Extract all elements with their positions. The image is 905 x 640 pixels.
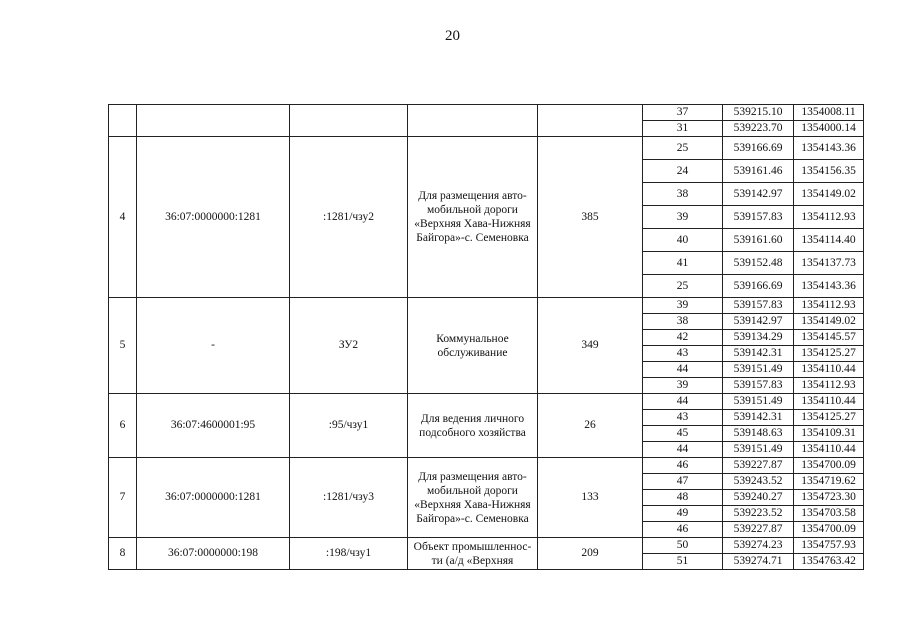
parcel-designation: ЗУ2 bbox=[290, 298, 408, 394]
coordinate-y: 1354143.36 bbox=[794, 275, 864, 298]
group-number: 8 bbox=[109, 538, 137, 570]
coordinate-y: 1354700.09 bbox=[794, 458, 864, 474]
point-number: 46 bbox=[643, 522, 723, 538]
coordinate-y: 1354114.40 bbox=[794, 229, 864, 252]
coordinate-y: 1354125.27 bbox=[794, 346, 864, 362]
coordinate-x: 539215.10 bbox=[723, 105, 794, 121]
point-number: 41 bbox=[643, 252, 723, 275]
coordinate-y: 1354000.14 bbox=[794, 121, 864, 137]
point-number: 39 bbox=[643, 206, 723, 229]
coordinate-x: 539134.29 bbox=[723, 330, 794, 346]
cadastral-number: 36:07:0000000:198 bbox=[137, 538, 290, 570]
coordinate-x: 539223.52 bbox=[723, 506, 794, 522]
permitted-use: Для ведения личного подсобного хозяйства bbox=[408, 394, 538, 458]
coordinate-x: 539142.31 bbox=[723, 346, 794, 362]
coordinate-y: 1354109.31 bbox=[794, 426, 864, 442]
cadastral-number: - bbox=[137, 298, 290, 394]
coordinate-y: 1354757.93 bbox=[794, 538, 864, 554]
coordinate-x: 539157.83 bbox=[723, 298, 794, 314]
coordinate-y: 1354143.36 bbox=[794, 137, 864, 160]
coordinate-y: 1354110.44 bbox=[794, 362, 864, 378]
coordinate-y: 1354112.93 bbox=[794, 298, 864, 314]
group-number: 5 bbox=[109, 298, 137, 394]
coordinate-x: 539243.52 bbox=[723, 474, 794, 490]
coordinate-y: 1354703.58 bbox=[794, 506, 864, 522]
table-row bbox=[109, 298, 864, 314]
parcel-designation: :1281/чзу2 bbox=[290, 137, 408, 298]
point-number: 24 bbox=[643, 160, 723, 183]
coordinate-x: 539142.97 bbox=[723, 183, 794, 206]
table-row bbox=[109, 394, 864, 410]
point-number: 44 bbox=[643, 394, 723, 410]
point-number: 43 bbox=[643, 410, 723, 426]
coordinate-x: 539240.27 bbox=[723, 490, 794, 506]
coordinate-x: 539274.71 bbox=[723, 554, 794, 570]
point-number: 45 bbox=[643, 426, 723, 442]
point-number: 48 bbox=[643, 490, 723, 506]
cadastral-number: 36:07:0000000:1281 bbox=[137, 458, 290, 538]
point-number: 51 bbox=[643, 554, 723, 570]
point-number: 39 bbox=[643, 298, 723, 314]
point-number: 39 bbox=[643, 378, 723, 394]
permitted-use: Коммунальное обслуживание bbox=[408, 298, 538, 394]
permitted-use bbox=[408, 105, 538, 137]
point-number: 25 bbox=[643, 275, 723, 298]
coordinates-table bbox=[108, 104, 864, 570]
coordinate-y: 1354723.30 bbox=[794, 490, 864, 506]
point-number: 44 bbox=[643, 442, 723, 458]
point-number: 46 bbox=[643, 458, 723, 474]
point-number: 40 bbox=[643, 229, 723, 252]
area-value: 349 bbox=[538, 298, 643, 394]
parcel-designation: :198/чзу1 bbox=[290, 538, 408, 570]
point-number: 47 bbox=[643, 474, 723, 490]
cadastral-number bbox=[137, 105, 290, 137]
area-value bbox=[538, 105, 643, 137]
coordinate-y: 1354112.93 bbox=[794, 378, 864, 394]
coordinate-x: 539227.87 bbox=[723, 522, 794, 538]
permitted-use: Для размещения авто-мобильной дороги «Верхняя Хава-Нижняя Байгора»-с. Семеновка bbox=[408, 137, 538, 298]
coordinate-x: 539166.69 bbox=[723, 275, 794, 298]
coordinate-x: 539142.31 bbox=[723, 410, 794, 426]
coordinate-y: 1354110.44 bbox=[794, 394, 864, 410]
parcel-designation bbox=[290, 105, 408, 137]
coordinate-x: 539161.60 bbox=[723, 229, 794, 252]
coordinate-y: 1354137.73 bbox=[794, 252, 864, 275]
cadastral-number: 36:07:4600001:95 bbox=[137, 394, 290, 458]
coordinate-y: 1354145.57 bbox=[794, 330, 864, 346]
area-value: 385 bbox=[538, 137, 643, 298]
page-number: 20 bbox=[445, 28, 460, 44]
table-row bbox=[109, 105, 864, 121]
point-number: 43 bbox=[643, 346, 723, 362]
coordinate-x: 539161.46 bbox=[723, 160, 794, 183]
coordinate-x: 539151.49 bbox=[723, 394, 794, 410]
table-row bbox=[109, 538, 864, 554]
coordinate-x: 539148.63 bbox=[723, 426, 794, 442]
parcel-designation: :95/чзу1 bbox=[290, 394, 408, 458]
group-number: 4 bbox=[109, 137, 137, 298]
coordinate-y: 1354156.35 bbox=[794, 160, 864, 183]
point-number: 37 bbox=[643, 105, 723, 121]
group-number bbox=[109, 105, 137, 137]
point-number: 38 bbox=[643, 314, 723, 330]
coordinate-x: 539227.87 bbox=[723, 458, 794, 474]
point-number: 38 bbox=[643, 183, 723, 206]
area-value: 26 bbox=[538, 394, 643, 458]
coordinate-x: 539223.70 bbox=[723, 121, 794, 137]
coordinate-x: 539152.48 bbox=[723, 252, 794, 275]
point-number: 49 bbox=[643, 506, 723, 522]
coordinate-x: 539151.49 bbox=[723, 362, 794, 378]
group-number: 7 bbox=[109, 458, 137, 538]
table-row bbox=[109, 458, 864, 474]
coordinate-y: 1354719.62 bbox=[794, 474, 864, 490]
coordinate-x: 539157.83 bbox=[723, 378, 794, 394]
group-number: 6 bbox=[109, 394, 137, 458]
point-number: 44 bbox=[643, 362, 723, 378]
coordinate-y: 1354763.42 bbox=[794, 554, 864, 570]
permitted-use: Для размещения авто-мобильной дороги «Верхняя Хава-Нижняя Байгора»-с. Семеновка bbox=[408, 458, 538, 538]
table-row bbox=[109, 137, 864, 160]
coordinate-y: 1354112.93 bbox=[794, 206, 864, 229]
permitted-use: Объект промышленнос-ти (а/д «Верхняя bbox=[408, 538, 538, 570]
coordinate-x: 539166.69 bbox=[723, 137, 794, 160]
point-number: 25 bbox=[643, 137, 723, 160]
coordinate-y: 1354149.02 bbox=[794, 183, 864, 206]
coordinate-x: 539142.97 bbox=[723, 314, 794, 330]
coordinate-y: 1354110.44 bbox=[794, 442, 864, 458]
area-value: 209 bbox=[538, 538, 643, 570]
coordinate-y: 1354008.11 bbox=[794, 105, 864, 121]
coordinate-x: 539151.49 bbox=[723, 442, 794, 458]
point-number: 31 bbox=[643, 121, 723, 137]
area-value: 133 bbox=[538, 458, 643, 538]
cadastral-number: 36:07:0000000:1281 bbox=[137, 137, 290, 298]
point-number: 42 bbox=[643, 330, 723, 346]
coordinate-x: 539274.23 bbox=[723, 538, 794, 554]
parcel-designation: :1281/чзу3 bbox=[290, 458, 408, 538]
coordinate-y: 1354149.02 bbox=[794, 314, 864, 330]
coordinate-y: 1354700.09 bbox=[794, 522, 864, 538]
coordinate-x: 539157.83 bbox=[723, 206, 794, 229]
point-number: 50 bbox=[643, 538, 723, 554]
coordinate-y: 1354125.27 bbox=[794, 410, 864, 426]
